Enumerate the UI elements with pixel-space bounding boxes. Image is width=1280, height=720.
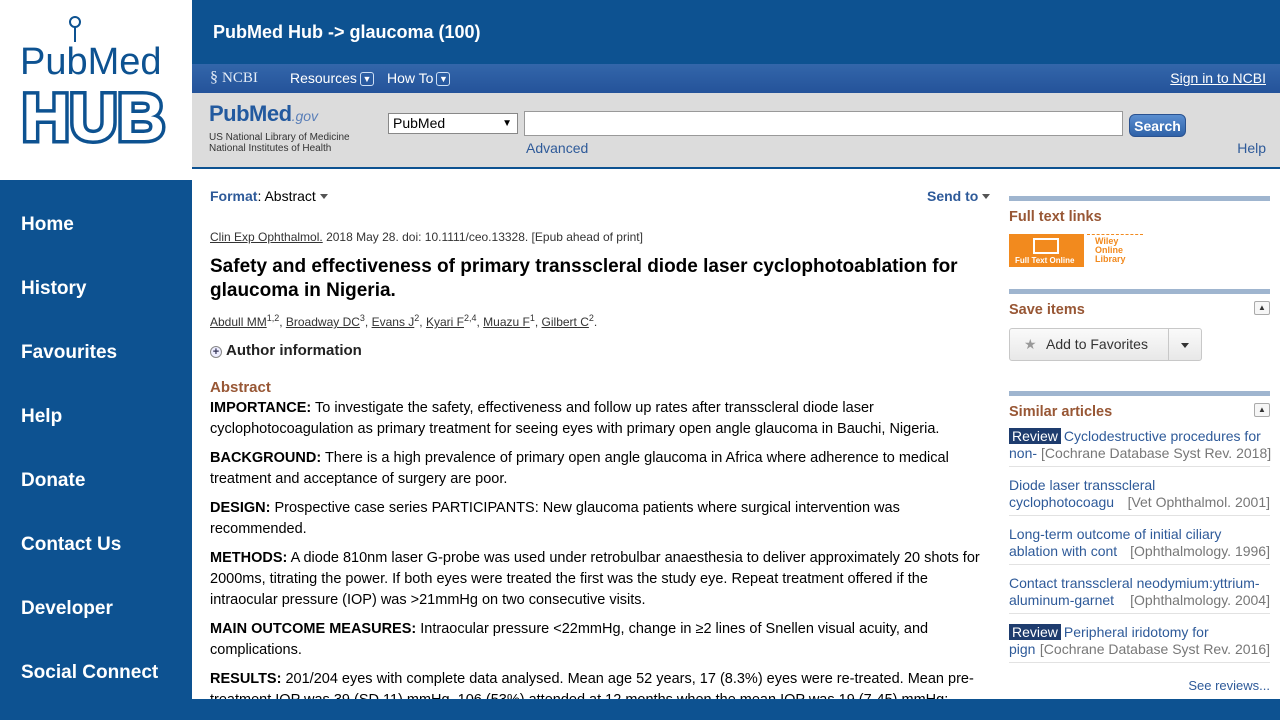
author-information-label: Author information	[226, 342, 362, 359]
send-to-menu[interactable]	[927, 188, 990, 204]
send-to-label: Send to	[927, 188, 979, 204]
abstract-section-text: Intraocular pressure <22mmHg, change in ≥2 lines of Snellen visual acuity, and complications.	[210, 621, 929, 658]
similar-article-item[interactable]	[1009, 428, 1270, 462]
similar-article-title: Peripheral iridotomy for	[1063, 624, 1209, 640]
sidebar-item-contact-us[interactable]: Contact Us	[21, 534, 122, 555]
similar-article-title: Diode laser transscleral	[1009, 477, 1156, 493]
author-link[interactable]: Broadway DC	[285, 315, 360, 329]
citation	[210, 230, 643, 244]
add-to-favorites-label: Add to Favorites	[1046, 336, 1148, 352]
similar-article-source: [Ophthalmology. 1996]	[1130, 543, 1270, 559]
star-icon: ★	[1024, 336, 1037, 352]
pubmed-gov-logo[interactable]	[209, 101, 350, 154]
abstract-section-text: Prospective case series PARTICIPANTS: New glaucoma patients where surgical intervention was recommended.	[210, 500, 900, 537]
author-link[interactable]: Muazu F	[483, 315, 530, 329]
abstract-section-label: DESIGN:	[210, 500, 271, 516]
caret-down-icon	[320, 194, 328, 199]
wiley-badge	[1009, 234, 1084, 267]
sidebar-item-history[interactable]: History	[21, 278, 87, 299]
chevron-down-icon: ▼	[436, 72, 450, 86]
author-information-toggle[interactable]	[210, 342, 362, 359]
wiley-divider	[1087, 234, 1143, 235]
see-reviews-link[interactable]: See reviews...	[1188, 678, 1270, 693]
wiley-badge-text: Full Text Online	[1015, 256, 1075, 265]
similar-articles-heading: Similar articles	[1009, 404, 1113, 420]
caret-down-icon	[982, 194, 990, 199]
nih-subtitle: National Institutes of Health	[209, 143, 332, 154]
resources-menu[interactable]	[290, 70, 374, 86]
similar-article-item[interactable]	[1009, 477, 1270, 511]
author-affiliation: 1	[529, 313, 535, 323]
chevron-down-icon[interactable]	[1181, 343, 1189, 348]
similar-article-source: [Cochrane Database Syst Rev. 2018]	[1041, 445, 1272, 461]
abstract-section-label: METHODS:	[210, 550, 288, 566]
similar-article-title-cont: aluminum-garnet	[1009, 592, 1115, 608]
sign-in-link[interactable]: Sign in to NCBI	[1170, 70, 1266, 86]
resources-menu-label: Resources	[290, 70, 357, 86]
abstract-heading: Abstract	[210, 379, 271, 396]
author-affiliation: 2	[414, 313, 420, 323]
journal-link[interactable]: Clin Exp Ophthalmol.	[210, 230, 323, 244]
sidebar-item-help[interactable]: Help	[21, 406, 63, 427]
abstract-section	[210, 398, 990, 440]
abstract-body	[210, 398, 990, 719]
ncbi-logo[interactable]	[210, 69, 258, 87]
abstract-section-label: BACKGROUND:	[210, 450, 322, 466]
list-divider	[1009, 662, 1270, 663]
ncbi-logo-text: NCBI	[222, 70, 258, 86]
pubmed-hub-logo[interactable]	[0, 0, 192, 180]
similar-article-source: [Vet Ophthalmol. 2001]	[1127, 494, 1270, 510]
sidebar-item-donate[interactable]: Donate	[21, 470, 86, 491]
section-divider	[1009, 196, 1270, 201]
abstract-section-label: RESULTS:	[210, 671, 282, 687]
pubmed-logo-text: PubMed	[209, 101, 292, 126]
sidebar-item-developer[interactable]: Developer	[21, 598, 113, 619]
similar-article-item[interactable]	[1009, 624, 1270, 658]
list-divider	[1009, 466, 1270, 467]
similar-article-title-cont: non-	[1009, 445, 1038, 461]
similar-article-title: Contact transscleral neodymium:yttrium-	[1009, 575, 1260, 591]
citation-details: 2018 May 28. doi: 10.1111/ceo.13328. [Epub ahead of print]	[326, 230, 643, 244]
search-bar	[192, 93, 1280, 167]
advanced-search-link[interactable]: Advanced	[526, 140, 589, 156]
similar-article-title-cont: pign	[1009, 641, 1036, 657]
wiley-text-1: Wiley	[1095, 236, 1119, 246]
sidebar	[0, 180, 192, 720]
bottom-strip	[192, 699, 1280, 720]
author-affiliation: 2	[588, 313, 594, 323]
author-link[interactable]: Kyari F	[425, 315, 464, 329]
abstract-section-text: There is a high prevalence of primary open angle glaucoma in Africa where adherence to medical treatment and acceptance of surgery are poor.	[210, 450, 949, 487]
collapse-similar-articles-button[interactable]: ▲	[1254, 403, 1270, 417]
button-divider	[1168, 329, 1169, 360]
list-divider	[1009, 564, 1270, 565]
author-link[interactable]: Evans J	[371, 315, 415, 329]
wiley-text-2: Online	[1095, 245, 1124, 255]
right-sidebar	[1009, 169, 1270, 699]
author-link[interactable]: Gilbert C	[541, 315, 589, 329]
format-label: Format	[210, 188, 258, 204]
save-items-heading: Save items	[1009, 302, 1085, 318]
pubmed-hub-logo-graphic	[14, 12, 179, 154]
how-to-menu[interactable]	[387, 70, 450, 86]
format-value: Abstract	[264, 188, 316, 204]
sidebar-item-home[interactable]: Home	[21, 214, 74, 235]
logo-line2: HUB	[22, 80, 165, 154]
how-to-menu-label: How To	[387, 70, 434, 86]
similar-article-item[interactable]	[1009, 575, 1270, 609]
page-title: PubMed Hub -> glaucoma (100)	[213, 22, 481, 42]
database-select-value: PubMed	[393, 115, 446, 131]
help-link[interactable]: Help	[1237, 140, 1266, 156]
abstract-section-label: IMPORTANCE:	[210, 400, 312, 416]
search-input[interactable]	[524, 111, 1123, 136]
section-divider	[1009, 289, 1270, 294]
search-button[interactable]: Search	[1129, 114, 1186, 137]
wiley-library-text	[1095, 237, 1126, 264]
abstract-section-text: To investigate the safety, effectiveness and follow up rates after transscleral diode laser cyclophotocoagulation as primary treatment for seeing eyes with primary open angle glaucoma in Bauchi, Nigeria.	[210, 400, 940, 437]
author-affiliation: 1,2	[266, 313, 280, 323]
abstract-section	[210, 448, 990, 490]
expand-plus-icon: +	[210, 346, 222, 358]
collapse-save-items-button[interactable]: ▲	[1254, 301, 1270, 315]
similar-article-source: [Ophthalmology. 2004]	[1130, 592, 1270, 608]
ncbi-bar	[192, 64, 1280, 93]
abstract-section	[210, 498, 990, 540]
wiley-text-3: Library	[1095, 254, 1126, 264]
similar-article-source: [Cochrane Database Syst Rev. 2016]	[1039, 641, 1270, 657]
nlm-subtitle: US National Library of Medicine	[209, 132, 350, 143]
dropdown-arrow-icon: ▼	[502, 118, 512, 129]
author-link[interactable]: Abdull MM	[210, 315, 267, 329]
abstract-section-text: 201/204 eyes with complete data analysed. Mean age 52 years, 17 (8.3%) eyes were re-treated. Mean pre-	[285, 671, 974, 687]
add-to-favorites-button[interactable]	[1009, 328, 1202, 361]
abstract-section-label: MAIN OUTCOME MEASURES:	[210, 621, 417, 637]
sidebar-item-favourites[interactable]: Favourites	[21, 342, 118, 363]
similar-article-item[interactable]	[1009, 526, 1270, 560]
abstract-section-text: A diode 810nm laser G-probe was used under retrobulbar anaesthesia to deliver approximately 20 shots for 2000ms, titrating the power. If both eyes were treated the first was the study eye. Repeat treatment offered if the intraocular pressure (IOP) was >21mmHg on two consecutive visits.	[210, 550, 980, 608]
author-list: Abdull MM$^{1,2}$, Broadway $DC^3$, Evans $J^2$, Kyari F$^{2,4}$, Muazu $F^1$, Gilbert $C^2$.	[210, 313, 598, 329]
review-badge: Review	[1009, 428, 1061, 444]
similar-article-title: Cyclodestructive procedures for	[1063, 428, 1261, 444]
format-selector[interactable]: Format: Abstract	[210, 188, 328, 204]
database-select[interactable]	[388, 113, 518, 134]
pubmed-logo-gov: .gov	[291, 108, 319, 124]
list-divider	[1009, 515, 1270, 516]
similar-article-title: Long-term outcome of initial ciliary	[1009, 526, 1222, 542]
similar-article-title-cont: cyclophotocoagu	[1009, 494, 1115, 510]
abstract-section	[210, 548, 990, 611]
review-badge: Review	[1009, 624, 1061, 640]
logo-line1: PubMed	[20, 41, 162, 83]
wiley-full-text-link[interactable]	[1009, 234, 1144, 267]
sidebar-item-social-connect[interactable]: Social Connect	[21, 662, 159, 683]
similar-article-title-cont: ablation with cont	[1009, 543, 1118, 559]
article-title: Safety and effectiveness of primary transscleral diode laser cyclophotoablation for glaucoma in Nigeria.	[210, 256, 958, 301]
section-divider	[1009, 391, 1270, 396]
monitor-icon	[1033, 238, 1059, 254]
title-bar	[192, 0, 1280, 64]
full-text-links-heading: Full text links	[1009, 209, 1102, 225]
abstract-section	[210, 619, 990, 661]
list-divider	[1009, 613, 1270, 614]
author-affiliation: 3	[359, 313, 365, 323]
author-affiliation: 2,4	[463, 313, 477, 323]
chevron-down-icon: ▼	[360, 72, 374, 86]
ncbi-symbol-icon: §	[210, 69, 218, 86]
main-content	[192, 169, 1280, 699]
